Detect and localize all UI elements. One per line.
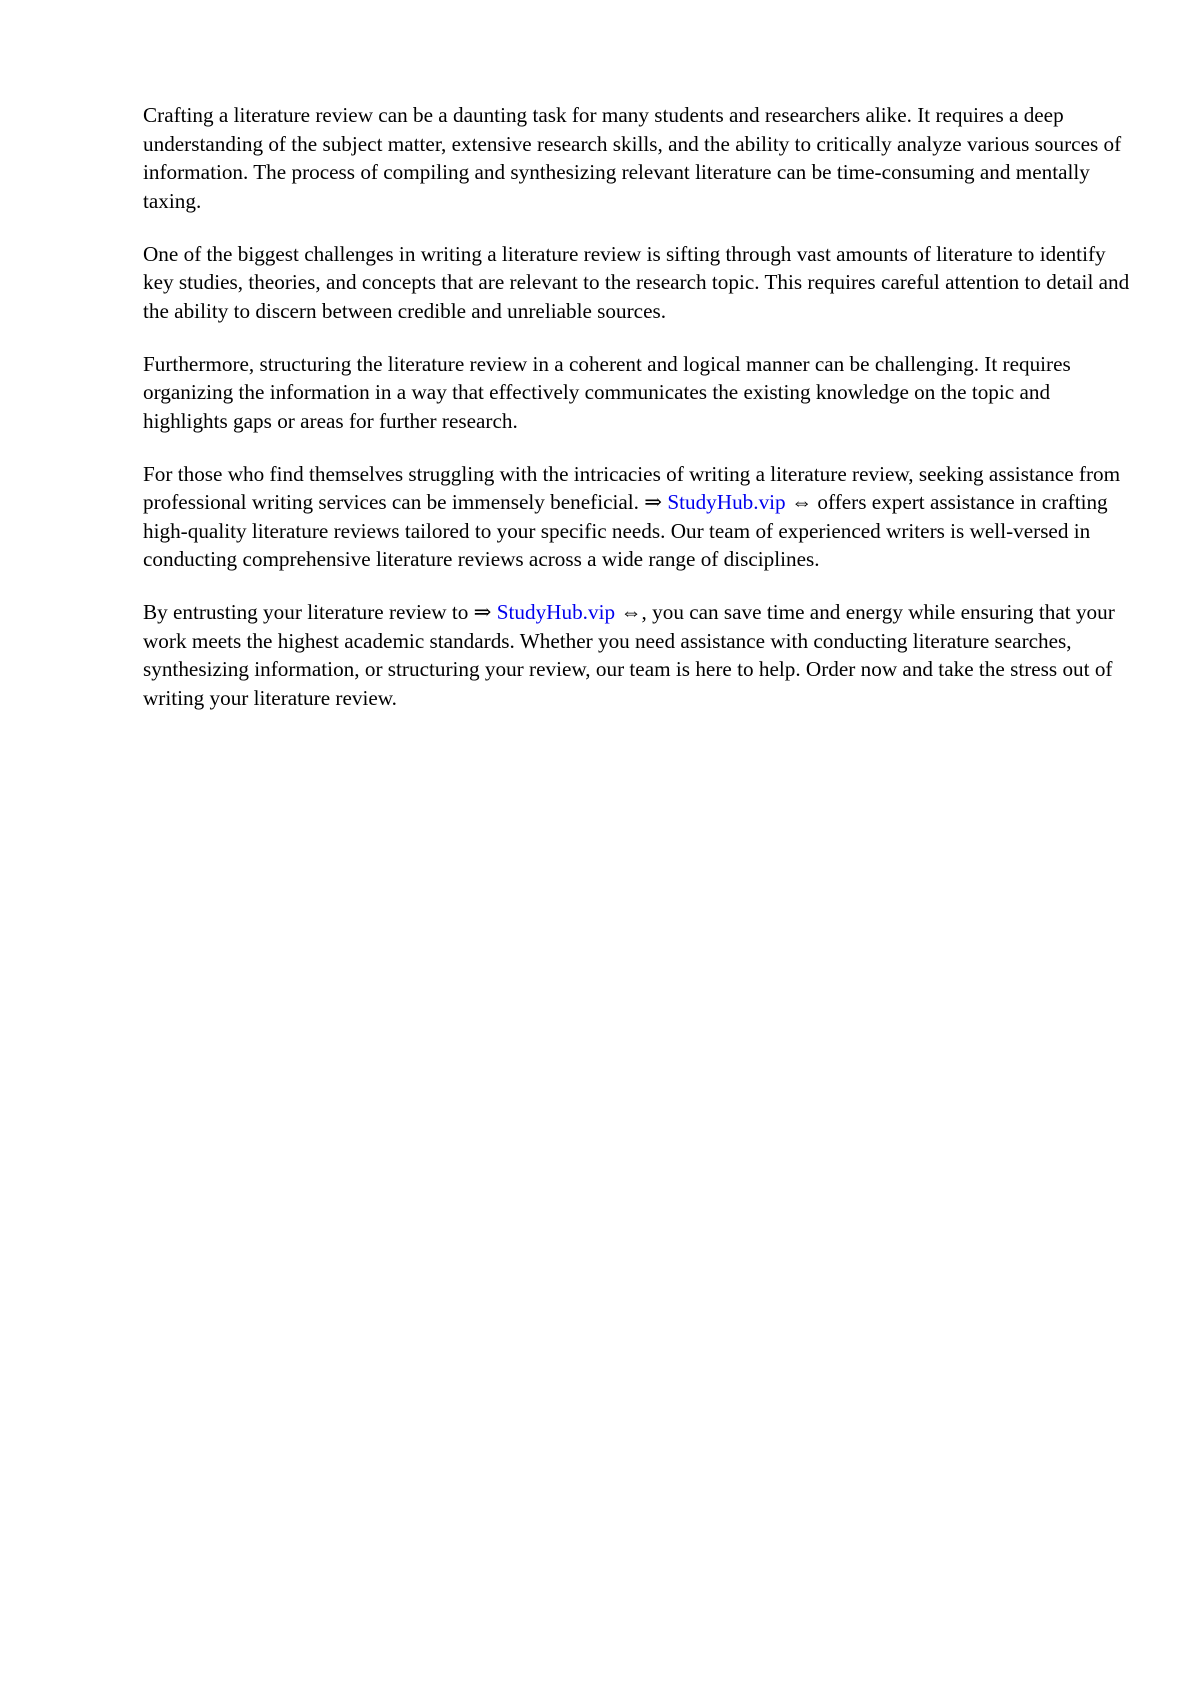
paragraph-1: Crafting a literature review can be a daunting task for many students and researchers alike. It requires a deep understanding of the subject matter, extensive research skills, and the ability to critically analyze various sources of information. The process of compiling and synthesizing relevant literature can be time-consuming and mentally taxing. [143,103,1122,213]
paragraph-5-text-after: ⇔, you can save time and energy while ensuring that your work meets the highest academic standards. Whether you need assistance with conducting literature searches, synthesizing information, or structuring your review, our team is here to help. Order now and take the stress out of writing your literature review. [143,600,1115,710]
document-body [143,101,1133,737]
paragraph-4 [143,460,1133,574]
studyhub-link[interactable]: StudyHub.vip [496,600,616,624]
studyhub-link[interactable]: StudyHub.vip [667,490,786,514]
paragraph-5-text-before: By entrusting your literature review to ⇒ [143,600,497,624]
paragraph-2: One of the biggest challenges in writing a literature review is sifting through vast amounts of literature to identify key studies, theories, and concepts that are relevant to the research topic. This requires careful attention to detail and the ability to discern between credible and unreliable sources. [143,241,1130,323]
paragraph-4-text-before: For those who find themselves struggling with the intricacies of writing a literature review, seeking assistance from professional writing services can be immensely beneficial. ⇒ [143,461,1121,514]
paragraph-4-text-after: ⇔ offers expert assistance in crafting high-quality literature reviews tailored to your specific needs. Our team of experienced writers is well-versed in conducting comprehensive literature reviews across a wide range of disciplines. [143,490,1108,571]
paragraph-3: Furthermore, structuring the literature review in a coherent and logical manner can be challenging. It requires organizing the information in a way that effectively communicates the existing knowledge on the topic and highlights gaps or areas for further research. [143,351,1071,433]
paragraph-5 [143,598,1133,712]
